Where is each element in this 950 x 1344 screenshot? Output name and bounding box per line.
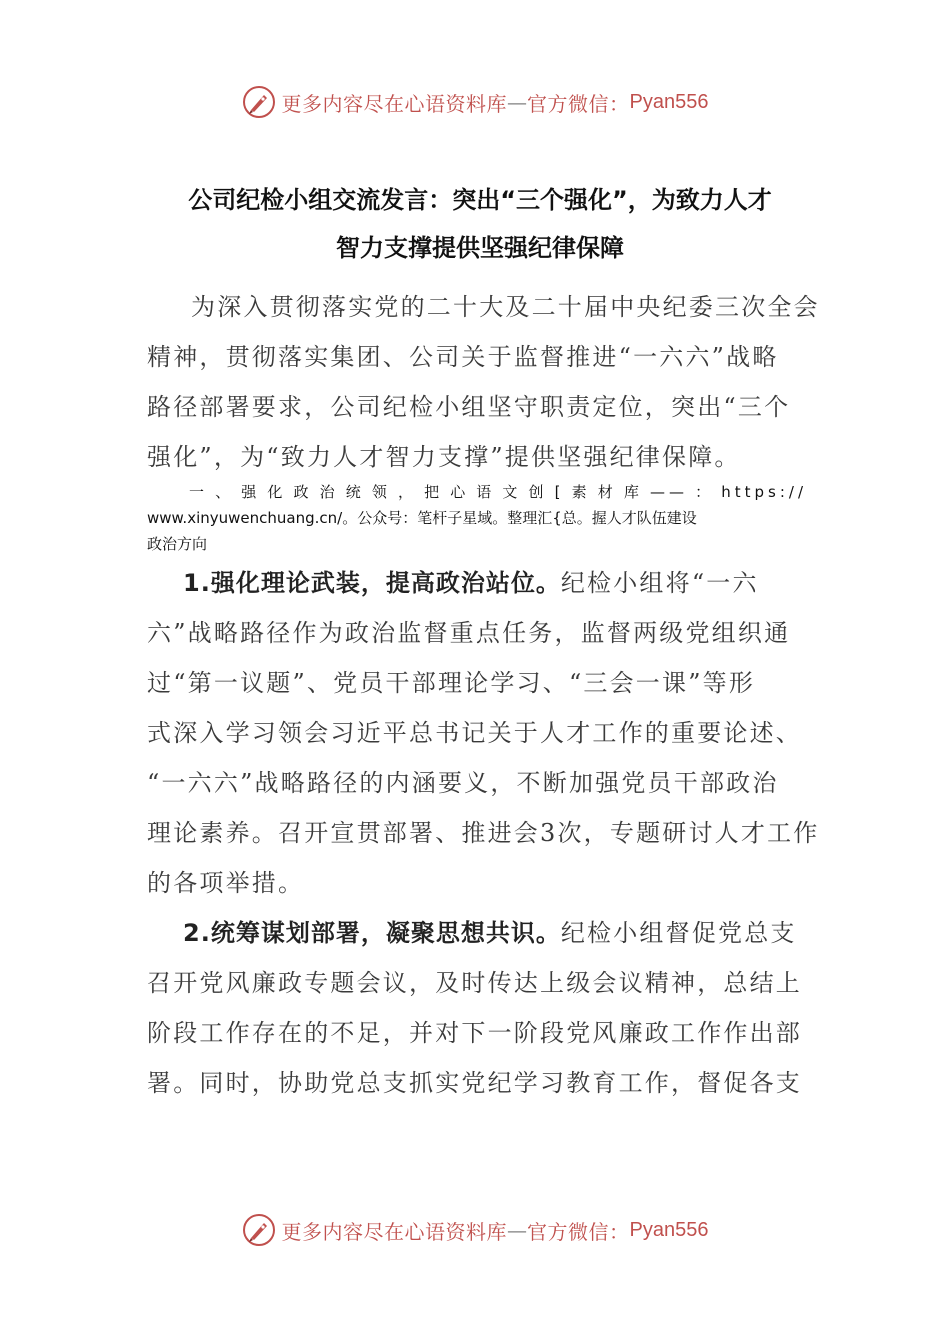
intro-paragraph — [147, 282, 820, 482]
text-line: 为深入贯彻落实党的二十大及二十届中央纪委三次全会 — [191, 293, 820, 321]
item-2-first-line-rest: 纪检小组督促党总支 — [560, 919, 797, 947]
text-line: 六”战略路径作为政治监督重点任务，监督两级党组织通 — [147, 619, 791, 647]
section-heading-line: www.xinyuwenchuang.cn/。公众号：笔杆子星域。整理汇{总。握人才队伍建设 — [147, 509, 697, 527]
banner-brand-text: 更多内容尽在心语资料库 — [281, 91, 508, 116]
banner-wechat-label: 官方微信： — [527, 1219, 630, 1244]
text-line: 理论素养。召开宣贯部署、推进会3次，专题研讨人才工作 — [147, 819, 820, 847]
footer-banner — [0, 1210, 950, 1250]
text-line: 阶段工作存在的不足，并对下一阶段党风廉政工作作出部 — [147, 1019, 802, 1047]
text-line: 的各项举措。 — [147, 869, 305, 897]
item-2-paragraph — [147, 908, 807, 1108]
text-line — [147, 558, 807, 608]
banner-brand-text: 更多内容尽在心语资料库 — [281, 1219, 508, 1244]
text-line: “一六六”战略路径的内涵要义，不断加强党员干部政治 — [147, 769, 779, 797]
text-line: 式深入学习领会习近平总书记关于人才工作的重要论述、 — [147, 719, 802, 747]
item-1-heading: 1.强化理论武装，提高政治站位。 — [183, 569, 561, 597]
text-line: 路径部署要求，公司纪检小组坚守职责定位，突出“三个 — [147, 393, 791, 421]
item-1-first-line-rest: 纪检小组将“一六 — [560, 569, 759, 597]
text-line: 精神，贯彻落实集团、公司关于监督推进“一六六”战略 — [147, 343, 779, 371]
text-line: 过“第一议题”、党员干部理论学习、“三会一课”等形 — [147, 669, 756, 697]
banner-wechat-id: Pyan556 — [629, 1218, 709, 1241]
banner-separator: — — [507, 1218, 528, 1242]
section-1-heading — [147, 479, 807, 557]
text-line: 强化”，为“致力人才智力支撑”提供坚强纪律保障。 — [147, 443, 741, 471]
pen-nib-logo-icon — [242, 85, 276, 119]
banner-separator: — — [507, 90, 528, 114]
item-2-heading: 2.统筹谋划部署，凝聚思想共识。 — [183, 919, 561, 947]
section-heading-line: 一、强化政治统领，把心语文创[素材库——：https:// — [189, 483, 807, 501]
pen-nib-logo-icon — [242, 1213, 276, 1247]
banner-wechat-id: Pyan556 — [629, 90, 709, 113]
banner-wechat-label: 官方微信： — [527, 91, 630, 116]
text-line: 署。同时，协助党总支抓实党纪学习教育工作，督促各支 — [147, 1069, 802, 1097]
header-banner — [0, 82, 950, 122]
document-title-line-1: 公司纪检小组交流发言：突出“三个强化”，为致力人才 — [188, 186, 772, 214]
text-line: 召开党风廉政专题会议，及时传达上级会议精神，总结上 — [147, 969, 802, 997]
document-title-line-2: 智力支撑提供坚强纪律保障 — [336, 234, 624, 262]
section-heading-line: 政治方向 — [147, 535, 208, 553]
text-line — [147, 908, 807, 958]
item-1-paragraph — [147, 558, 820, 908]
